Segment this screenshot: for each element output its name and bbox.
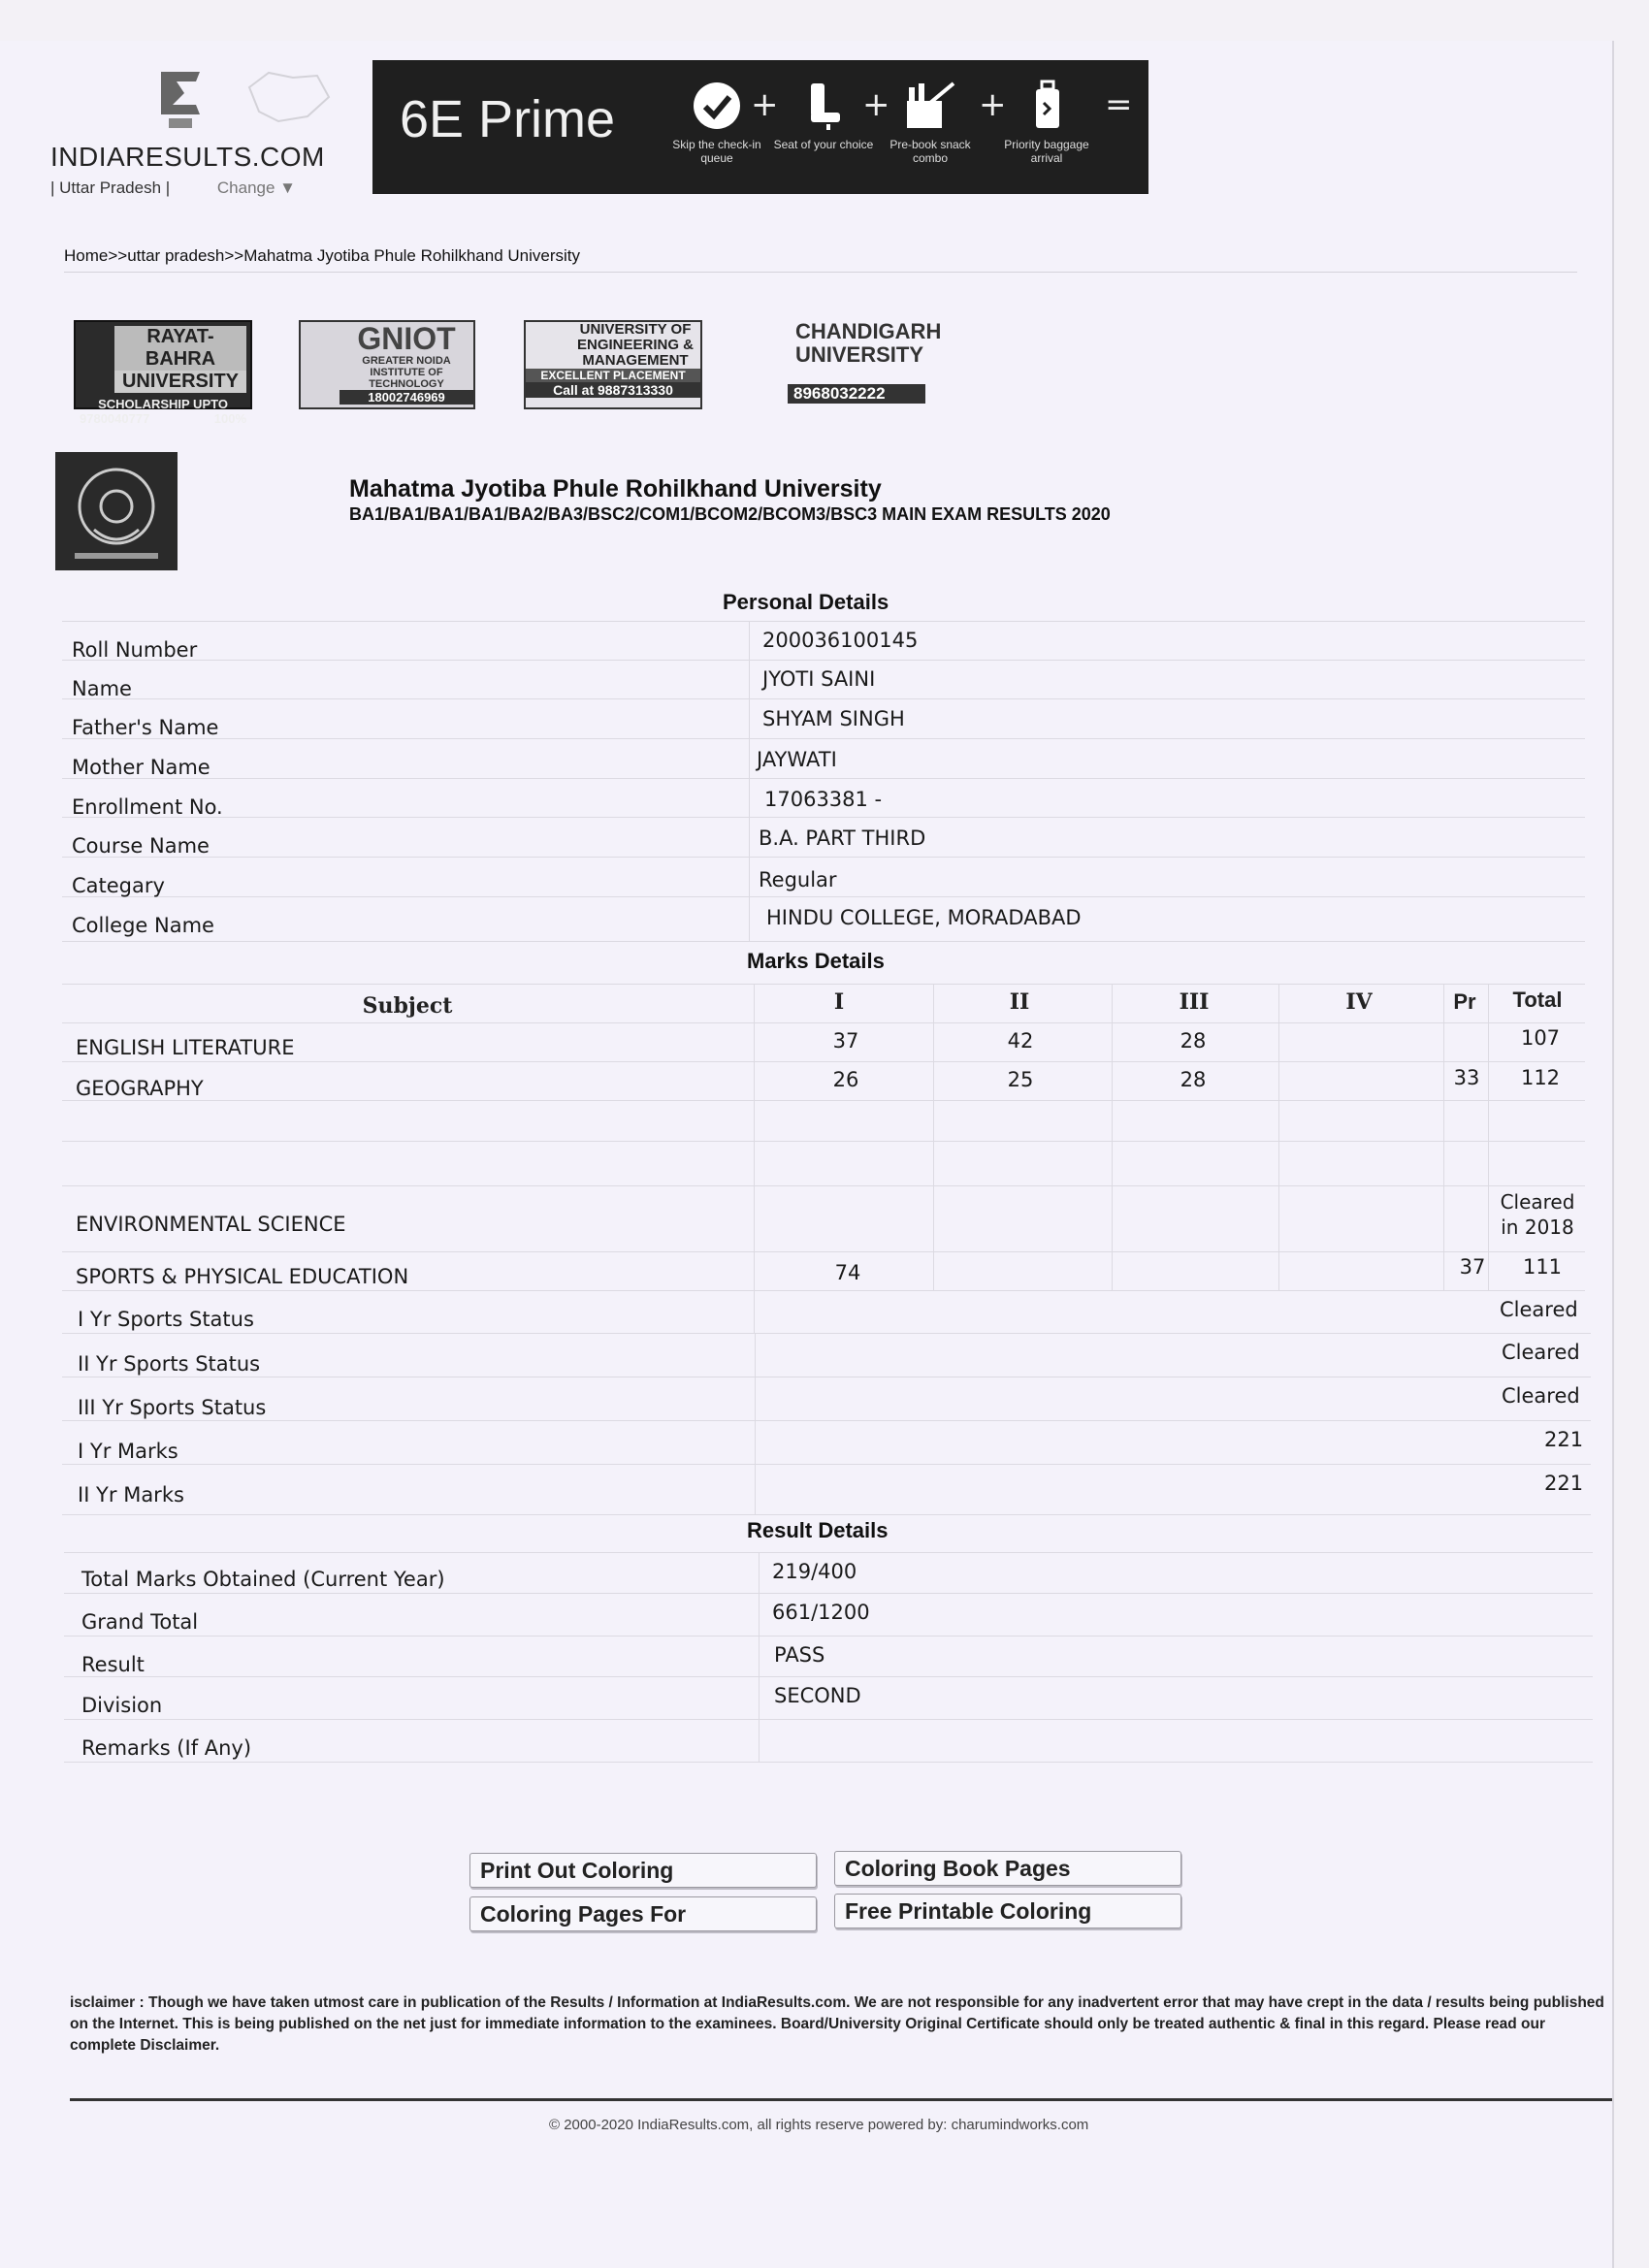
ad-banner[interactable] <box>372 60 1148 194</box>
field-value: 200036100145 <box>762 629 919 652</box>
field-label: Name <box>72 677 132 700</box>
personal-row <box>62 857 1585 897</box>
ad-step <box>770 80 877 151</box>
mark-i: 26 <box>832 1068 859 1091</box>
partner-line: SCHOLARSHIP UPTO <box>98 397 228 411</box>
col-header-iv: IV <box>1345 989 1373 1015</box>
field-label: Roll Number <box>72 638 198 662</box>
divider <box>1278 984 1279 1290</box>
status-row <box>62 1377 1591 1421</box>
partner-line: EXCELLENT PLACEMENT <box>526 369 700 382</box>
partner-line: CHANDIGARH <box>795 319 942 343</box>
mark-ii: 42 <box>1007 1029 1034 1053</box>
status-row <box>62 1290 1591 1334</box>
mark-iii: 28 <box>1180 1029 1207 1053</box>
ad-step <box>993 80 1100 165</box>
partner-ad-gniot[interactable] <box>299 320 475 409</box>
university-title: Mahatma Jyotiba Phule Rohilkhand University <box>349 475 882 502</box>
marks-details-heading: Marks Details <box>747 949 885 973</box>
field-value: JYOTI SAINI <box>762 667 876 691</box>
divider <box>933 984 934 1290</box>
divider <box>62 1061 1585 1062</box>
personal-row <box>62 621 1585 661</box>
partner-ad-rayat-bahra[interactable] <box>74 320 252 426</box>
divider <box>1112 984 1113 1290</box>
divider <box>64 272 1577 273</box>
lamp-icon <box>157 68 204 132</box>
field-label: Father's Name <box>72 716 219 739</box>
personal-row <box>62 738 1585 779</box>
partner-phone: 8968032222 <box>788 384 925 404</box>
divider <box>62 1251 1585 1252</box>
status-row <box>62 1333 1591 1377</box>
personal-row <box>62 698 1585 739</box>
site-name: INDIARESULTS.COM <box>50 142 325 172</box>
divider <box>62 1022 1585 1023</box>
result-row <box>64 1719 1593 1763</box>
exam-title: BA1/BA1/BA1/BA1/BA2/BA3/BSC2/COM1/BCOM2/BCOM3/BSC3 MAIN EXAM RESULTS 2020 <box>349 504 1111 524</box>
divider <box>70 2098 1612 2101</box>
seat-icon <box>797 80 850 132</box>
mark-iii: 28 <box>1180 1068 1207 1091</box>
col-header-ii: II <box>1009 989 1030 1015</box>
check-icon <box>691 80 743 132</box>
field-value: B.A. PART THIRD <box>759 826 926 850</box>
partner-line: INSTITUTE OF <box>370 367 443 378</box>
field-label: I Yr Sports Status <box>78 1308 254 1331</box>
result-row <box>64 1593 1593 1636</box>
divider <box>62 1185 1585 1186</box>
col-header-pr: Pr <box>1453 989 1476 1014</box>
ad-step-label: Priority baggage arrival <box>1004 138 1089 165</box>
partner-line: RAYAT-BAHRA <box>114 326 246 371</box>
partner-line: UNIVERSITY OF <box>579 321 692 338</box>
status-row <box>62 1420 1591 1465</box>
divider <box>62 1141 1585 1142</box>
subject-name: ENVIRONMENTAL SCIENCE <box>76 1213 346 1236</box>
coloring-book-pages-link[interactable]: Coloring Book Pages <box>834 1851 1181 1886</box>
personal-details-heading: Personal Details <box>723 590 889 614</box>
footer-copyright: © 2000-2020 IndiaResults.com, all rights reserve powered by: charumindworks.com <box>549 2117 1089 2133</box>
mark-total: 107 <box>1520 1026 1561 1050</box>
field-value: 221 <box>1544 1428 1584 1451</box>
field-label: College Name <box>72 914 214 937</box>
personal-row <box>62 660 1585 699</box>
snack-icon <box>901 80 959 132</box>
print-out-coloring-link[interactable]: Print Out Coloring <box>469 1853 817 1888</box>
personal-row <box>62 778 1585 818</box>
field-value: Regular <box>759 868 837 891</box>
partner-phone: 18002746969 <box>340 390 473 405</box>
result-row <box>64 1676 1593 1720</box>
field-label: Categary <box>72 874 165 897</box>
partner-line: GREATER NOIDA <box>362 355 451 367</box>
equals-icon: = <box>1105 85 1133 124</box>
mark-pr: 33 <box>1453 1066 1480 1089</box>
coloring-pages-for-link[interactable]: Coloring Pages For <box>469 1896 817 1931</box>
divider <box>1488 984 1489 1290</box>
mark-ii: 25 <box>1007 1068 1034 1091</box>
partner-phone: Call at 9887313330 <box>526 382 700 398</box>
partner-line: MANAGEMENT <box>582 352 689 369</box>
state-label: | Uttar Pradesh | <box>50 178 171 197</box>
col-header-total: Total <box>1512 988 1563 1012</box>
subject-name: ENGLISH LITERATURE <box>76 1036 295 1059</box>
divider <box>62 984 1585 985</box>
partner-line: GNIOT <box>357 321 456 356</box>
mark-i: 37 <box>832 1029 859 1053</box>
breadcrumb[interactable]: Home>>uttar pradesh>>Mahatma Jyotiba Phule Rohilkhand University <box>64 246 581 265</box>
field-label: Grand Total <box>81 1610 199 1634</box>
map-icon <box>240 68 337 126</box>
university-emblem-icon <box>55 452 178 570</box>
ad-step <box>877 80 984 165</box>
free-printable-coloring-link[interactable]: Free Printable Coloring <box>834 1894 1181 1928</box>
subject-name: GEOGRAPHY <box>76 1077 204 1100</box>
status-row <box>62 1464 1591 1515</box>
baggage-icon <box>1020 80 1073 132</box>
plus-icon: + <box>862 85 890 124</box>
field-value: 661/1200 <box>772 1601 870 1624</box>
partner-line: TECHNOLOGY <box>369 378 444 390</box>
field-label: II Yr Marks <box>78 1483 184 1507</box>
disclaimer-text: isclaimer : Though we have taken utmost care in publication of the Results / Information at IndiaResults.com. We are not responsible for any inadvertent error that may have crept in the data / results being published on the Internet. This is being published on the net just for immediate information to the examinees. Board/University Original Certificate should only be treated authentic & final in this regard. Please read our complete Disclaimer. <box>70 1994 1604 2054</box>
field-value: HINDU COLLEGE, MORADABAD <box>766 906 1082 929</box>
divider <box>1443 984 1444 1290</box>
ad-step-label: Pre-book snack combo <box>889 138 971 165</box>
field-label: Mother Name <box>72 756 210 779</box>
field-label: Result <box>81 1653 145 1676</box>
state-selector <box>50 178 341 198</box>
col-header-iii: III <box>1179 989 1210 1015</box>
mark-total: 111 <box>1522 1255 1563 1279</box>
field-value: 221 <box>1544 1472 1584 1495</box>
plus-icon: + <box>751 85 779 124</box>
col-header-subject: Subject <box>362 993 453 1019</box>
ad-step-label: Seat of your choice <box>773 138 874 151</box>
partner-line: UNIVERSITY <box>795 342 924 367</box>
result-row <box>64 1552 1593 1594</box>
mark-total: 112 <box>1520 1066 1561 1089</box>
partner-ad-uem[interactable] <box>524 320 702 409</box>
field-label: Division <box>81 1694 163 1717</box>
subject-name: SPORTS & PHYSICAL EDUCATION <box>76 1265 409 1288</box>
partner-line: 100% <box>213 411 246 426</box>
site-logo[interactable] <box>50 68 341 198</box>
field-label: Course Name <box>72 834 210 858</box>
field-label: II Yr Sports Status <box>78 1352 261 1376</box>
result-details-heading: Result Details <box>747 1518 889 1542</box>
personal-row <box>62 896 1585 942</box>
field-label: Remarks (If Any) <box>81 1736 252 1760</box>
field-value: SHYAM SINGH <box>762 707 905 730</box>
university-logo <box>55 452 178 570</box>
divider <box>62 1100 1585 1101</box>
field-value: Cleared <box>1502 1341 1580 1364</box>
field-label: Total Marks Obtained (Current Year) <box>81 1568 445 1591</box>
field-value: SECOND <box>774 1684 861 1707</box>
field-value: PASS <box>774 1643 825 1667</box>
field-value: JAYWATI <box>757 748 837 771</box>
mark-pr: 37 <box>1459 1255 1486 1279</box>
change-state-link[interactable]: Change ▼ <box>216 178 297 197</box>
field-label: I Yr Marks <box>78 1440 178 1463</box>
divider <box>755 1333 756 1514</box>
col-header-i: I <box>833 989 845 1015</box>
partner-phone: 9780040777 <box>80 411 150 426</box>
field-label: III Yr Sports Status <box>78 1396 267 1419</box>
partner-ad-chandigarh[interactable] <box>753 319 942 409</box>
mark-i: 74 <box>834 1261 861 1284</box>
field-value: Cleared <box>1500 1298 1578 1321</box>
plus-icon: + <box>979 85 1007 124</box>
field-value: 17063381 - <box>764 788 883 811</box>
partner-line: ENGINEERING & <box>576 337 694 353</box>
personal-row <box>62 817 1585 858</box>
field-value: Cleared <box>1502 1384 1580 1408</box>
result-row <box>64 1636 1593 1677</box>
field-label: Enrollment No. <box>72 795 223 819</box>
partner-line: UNIVERSITY <box>114 371 246 393</box>
field-value: 219/400 <box>772 1560 857 1583</box>
ad-step-label: Skip the check-in queue <box>672 138 761 165</box>
divider <box>754 984 755 1333</box>
mark-total: Cleared in 2018 <box>1500 1190 1575 1239</box>
ad-title: 6E Prime <box>400 90 616 148</box>
